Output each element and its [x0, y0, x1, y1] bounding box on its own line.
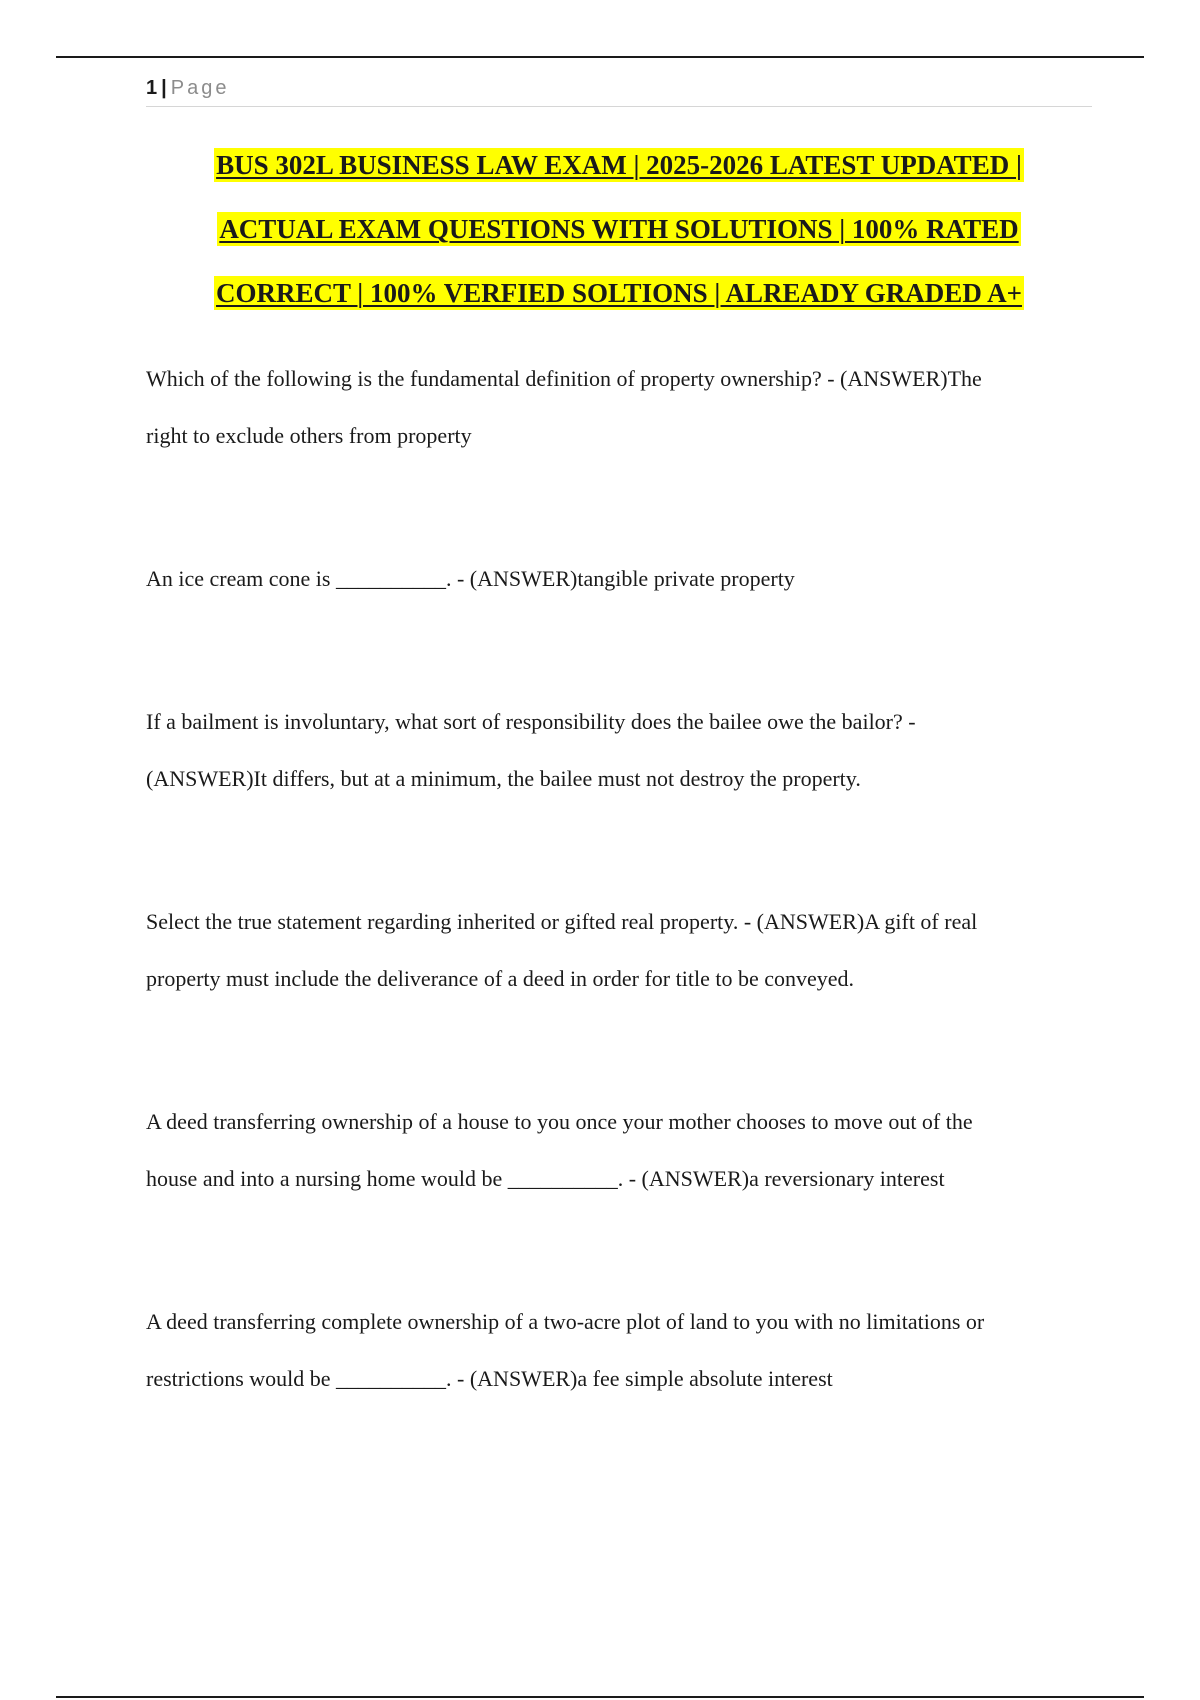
- question-6-line-1: A deed transferring complete ownership of a two-acre plot of land to you with no limitations or: [146, 1309, 985, 1334]
- page-bottom-rule: [56, 1696, 1144, 1698]
- question-2-line-1: An ice cream cone is __________. - (ANSWER)tangible private property: [146, 566, 795, 591]
- page-header: [146, 74, 1092, 107]
- question-5-line-2: house and into a nursing home would be __________. - (ANSWER)a reversionary interest: [146, 1166, 945, 1191]
- question-3-line-2: (ANSWER)It differs, but at a minimum, the bailee must not destroy the property.: [146, 766, 861, 791]
- question-6-line-2: restrictions would be __________. - (ANSWER)a fee simple absolute interest: [146, 1366, 833, 1391]
- question-item-5: [146, 1093, 1086, 1207]
- question-item-4: [146, 893, 1086, 1007]
- page-number: 1: [146, 77, 158, 99]
- page-header-separator: |: [161, 77, 167, 99]
- title-line-2-text: ACTUAL EXAM QUESTIONS WITH SOLUTIONS | 100% RATED: [219, 214, 1019, 244]
- question-list: [146, 350, 1086, 1493]
- question-3-line-1: If a bailment is involuntary, what sort of responsibility does the bailee owe the bailor? -: [146, 709, 916, 734]
- title-line-3: [146, 268, 1092, 332]
- question-5-line-1: A deed transferring ownership of a house to you once your mother chooses to move out of the: [146, 1109, 973, 1134]
- question-item-6: [146, 1293, 1086, 1407]
- document-title: [146, 140, 1092, 332]
- title-line-2: [146, 204, 1092, 268]
- question-item-3: [146, 693, 1086, 807]
- title-line-1: [146, 140, 1092, 204]
- question-1-line-2: right to exclude others from property: [146, 423, 472, 448]
- page-label: Page: [170, 77, 230, 99]
- question-4-line-2: property must include the deliverance of a deed in order for title to be conveyed.: [146, 966, 855, 991]
- page-top-rule: [56, 56, 1144, 58]
- title-line-1-text: BUS 302L BUSINESS LAW EXAM | 2025-2026 LATEST UPDATED |: [216, 150, 1022, 180]
- question-4-line-1: Select the true statement regarding inherited or gifted real property. - (ANSWER)A gift of real: [146, 909, 978, 934]
- question-item-1: [146, 350, 1086, 464]
- question-item-2: [146, 550, 1086, 607]
- title-line-3-text: CORRECT | 100% VERFIED SOLTIONS | ALREADY GRADED A+: [216, 278, 1022, 308]
- question-1-line-1: Which of the following is the fundamental definition of property ownership? - (ANSWER)The: [146, 366, 982, 391]
